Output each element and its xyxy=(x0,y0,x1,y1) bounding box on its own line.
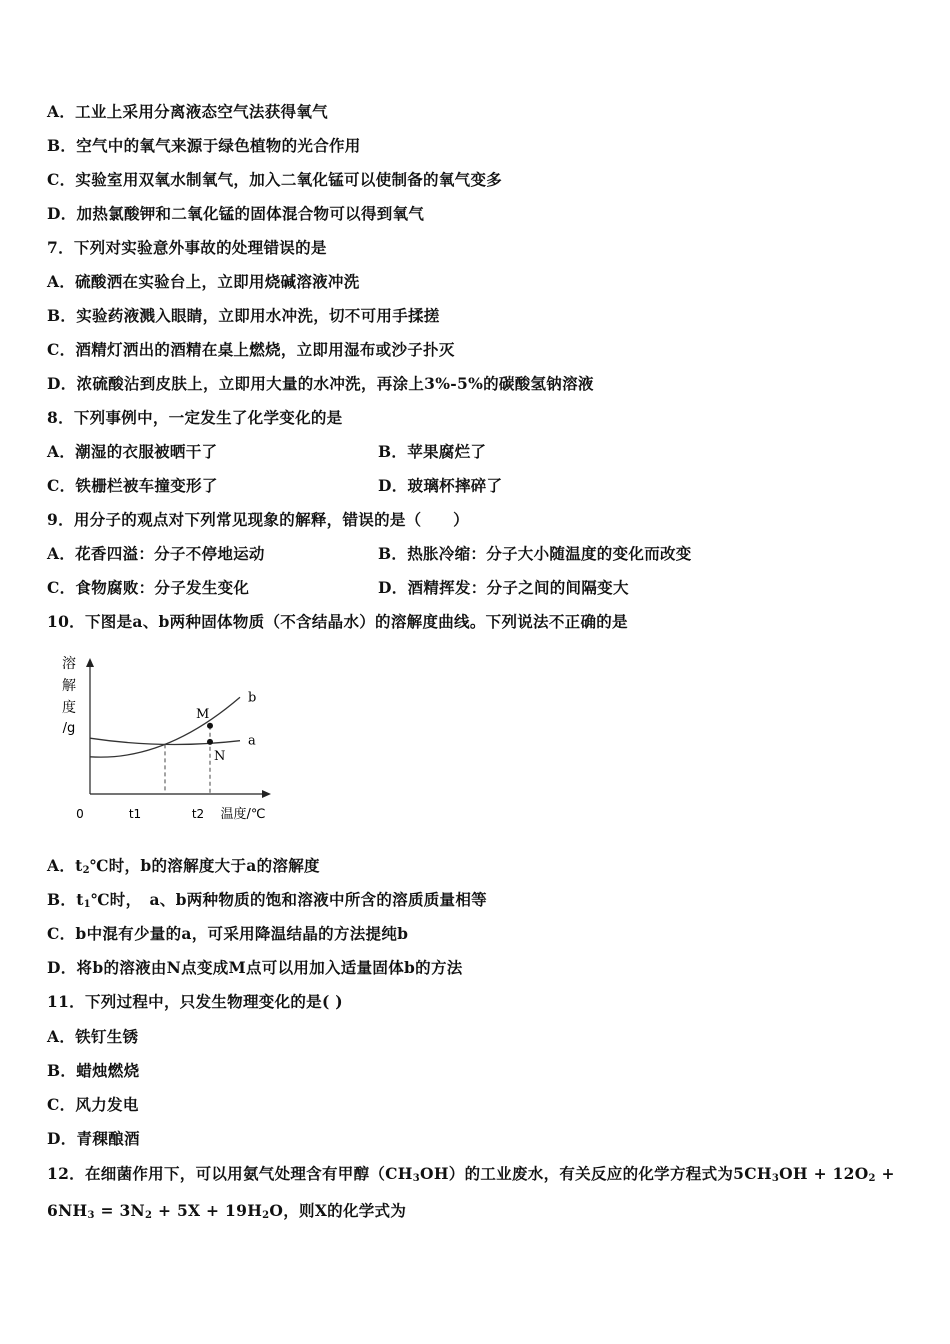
point-label-N: N xyxy=(214,748,226,764)
q11-option-b: B．蜡烛燃烧 xyxy=(47,1061,140,1080)
q10-option-b-pre: B．t xyxy=(47,890,84,909)
q12-text: + xyxy=(875,1164,895,1183)
q12-line-2 xyxy=(47,1201,406,1221)
x-tick-label: t2 xyxy=(191,807,205,821)
q12-text: 6NH xyxy=(47,1201,88,1220)
solubility-chart-svg xyxy=(55,650,285,830)
q7-option-c: C．酒精灯洒出的酒精在桌上燃烧，立即用湿布或沙子扑灭 xyxy=(47,340,455,359)
q10-option-c: C．b中混有少量的a，可采用降温结晶的方法提纯b xyxy=(47,924,409,943)
q12-subscript: 2 xyxy=(262,1210,270,1221)
q12-line-1 xyxy=(47,1164,895,1184)
x-axis-arrow xyxy=(262,790,271,798)
q12-text: + 5X + 19H xyxy=(152,1201,263,1220)
q12-subscript: 2 xyxy=(868,1173,876,1184)
q6-option-c: C．实验室用双氧水制氧气，加入二氧化锰可以使制备的氧气变多 xyxy=(47,170,503,189)
ylabel-char: 度 xyxy=(62,700,76,716)
q12-text: = 3N xyxy=(94,1201,145,1220)
ylabel-char: /g xyxy=(62,721,76,736)
q8-option-d: D．玻璃杯摔碎了 xyxy=(378,476,503,495)
curve-label-a: a xyxy=(248,733,256,749)
q10-option-d: D．将b的溶液由N点变成M点可以用加入适量固体b的方法 xyxy=(47,958,463,977)
q6-option-a: A．工业上采用分离液态空气法获得氧气 xyxy=(47,102,328,121)
q8-stem: 8．下列事例中，一定发生了化学变化的是 xyxy=(47,408,343,427)
y-axis-arrow xyxy=(86,658,94,667)
solubility-chart xyxy=(55,650,285,830)
q6-option-b: B．空气中的氧气来源于绿色植物的光合作用 xyxy=(47,136,361,155)
q11-option-d: D．青稞酿酒 xyxy=(47,1129,140,1148)
x-axis-label: 温度/℃ xyxy=(220,807,266,822)
curve-a xyxy=(90,738,240,744)
q9-option-b: B．热胀冷缩：分子大小随温度的变化而改变 xyxy=(378,544,692,563)
q8-option-c: C．铁栅栏被车撞变形了 xyxy=(47,476,218,495)
ylabel-char: 解 xyxy=(62,678,76,694)
q12-subscript: 3 xyxy=(412,1173,421,1184)
q10-option-b xyxy=(47,890,487,910)
q10-option-a xyxy=(47,856,320,876)
q8-option-b: B．苹果腐烂了 xyxy=(378,442,487,461)
q10-option-a-pre: A．t xyxy=(47,856,83,875)
q12-subscript: 3 xyxy=(87,1210,95,1221)
q9-option-d: D．酒精挥发：分子之间的间隔变大 xyxy=(378,578,629,597)
x-tick-label: 0 xyxy=(76,807,84,821)
q10-option-a-sub: 2 xyxy=(82,865,90,876)
q11-option-a: A．铁钉生锈 xyxy=(47,1027,139,1046)
q7-option-d: D．浓硫酸沾到皮肤上，立即用大量的水冲洗，再涂上3%-5%的碳酸氢钠溶液 xyxy=(47,374,594,393)
ylabel-char: 溶 xyxy=(62,656,76,672)
q11-option-c: C．风力发电 xyxy=(47,1095,139,1114)
x-tick-label: t1 xyxy=(128,807,142,821)
q12-text: OH）的工业废水，有关反应的化学方程式为5CH xyxy=(420,1164,772,1183)
q12-subscript: 2 xyxy=(145,1210,153,1221)
q10-stem: 10．下图是a、b两种固体物质（不含结晶水）的溶解度曲线。下列说法不正确的是 xyxy=(47,612,628,631)
point-M xyxy=(207,723,213,729)
q9-option-c: C．食物腐败：分子发生变化 xyxy=(47,578,250,597)
q7-option-a: A．硫酸洒在实验台上，立即用烧碱溶液冲洗 xyxy=(47,272,360,291)
q9-option-a: A．花香四溢：分子不停地运动 xyxy=(47,544,265,563)
q9-stem: 9．用分子的观点对下列常见现象的解释，错误的是（ ） xyxy=(47,510,469,529)
q7-stem: 7．下列对实验意外事故的处理错误的是 xyxy=(47,238,327,257)
curve-label-b: b xyxy=(248,690,257,706)
q6-option-d: D．加热氯酸钾和二氧化锰的固体混合物可以得到氧气 xyxy=(47,204,425,223)
q12-text: OH + 12O xyxy=(779,1164,869,1183)
q12-subscript: 3 xyxy=(771,1173,780,1184)
q11-stem: 11．下列过程中，只发生物理变化的是( ) xyxy=(47,992,343,1011)
q10-option-b-sub: 1 xyxy=(83,899,91,910)
q12-text: O，则X的化学式为 xyxy=(269,1201,407,1220)
q7-option-b: B．实验药液溅入眼睛，立即用水冲洗，切不可用手揉搓 xyxy=(47,306,440,325)
point-N xyxy=(207,739,213,745)
q10-option-a-post: ℃时，b的溶解度大于a的溶解度 xyxy=(89,856,320,875)
q10-option-b-post: ℃时， a、b两种物质的饱和溶液中所含的溶质质量相等 xyxy=(90,890,487,909)
q12-text: 12．在细菌作用下，可以用氨气处理含有甲醇（CH xyxy=(47,1164,413,1183)
q8-option-a: A．潮湿的衣服被晒干了 xyxy=(47,442,218,461)
point-label-M: M xyxy=(196,706,210,722)
